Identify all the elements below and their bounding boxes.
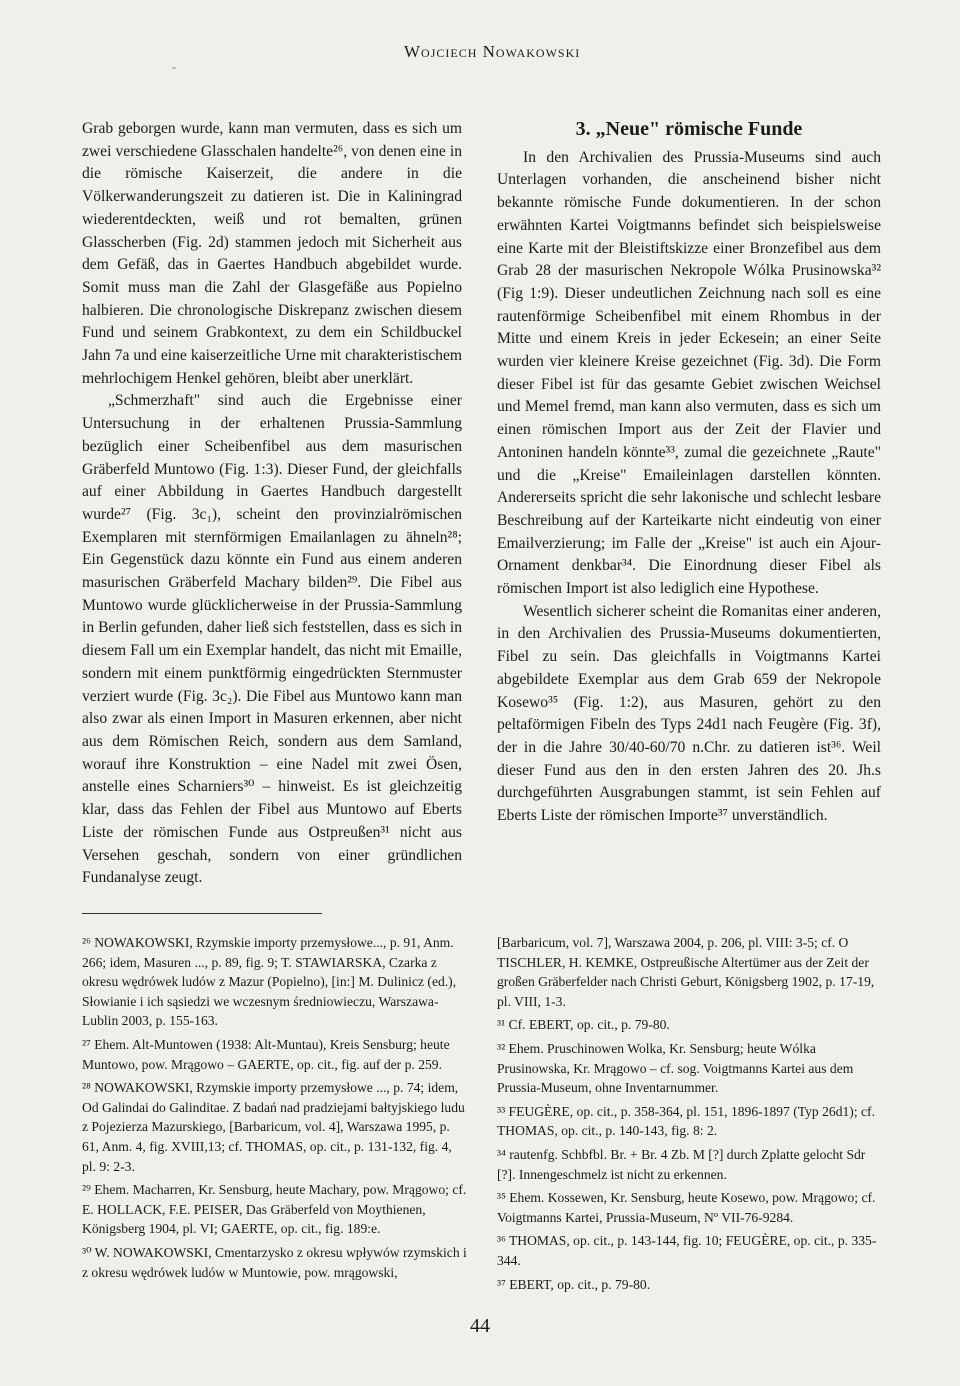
footnote-35: ³⁵ Ehem. Kossewen, Kr. Sensburg, heute Kosewo, pow. Mrągowo; cf. Voigtmanns Kartei, Prussia-Museum, Nº VII-76-9284.	[497, 1190, 876, 1225]
footnote-32: ³² Ehem. Pruschinowen Wolka, Kr. Sensburg; heute Wólka Prusinowska, Kr. Mrągowo – cf. sog. Voigtmanns Kartei aus dem Prussia-Museum, ohne Inventarnummer.	[497, 1040, 854, 1096]
footnote-31: ³¹ Cf. EBERT, op. cit., p. 79-80.	[497, 1017, 670, 1033]
right-column	[497, 118, 881, 828]
right-paragraph-1: In den Archivalien des Prussia-Museums sind auch Unterlagen vorhanden, die anscheinend bisher nicht bekannte römische Funde dokumentieren. In der schon erwähnten Kartei Voigtmanns befindet sich beispielsweise eine Karte mit der Bleistiftskizze einer Bronzefibel aus dem Grab 28 der masurischen Nekropole Wólka Prusinowska³² (Fig 1:9). Dieser undeutlichen Zeichnung nach soll es eine rautenförmige Scheibenfibel mit einem Rhombus in der Mitte und einem Kreis in jeder Eckesein; an einer Seite wurden vier kleinere Kreise gezeichnet (Fig. 3d). Die Form dieser Fibel ist für das gesamte Gebiet zwischen Weichsel und Memel fremd, man kann also vermuten, dass es sich um einen römischen Import aus der Zeit der Flavier und Antoninen handeln könnte³³, zumal die gezeichnete „Raute" und die „Kreise" Emaileinlagen darstellen könnten. Andererseits spricht die sehr lakonische und schlecht lesbare Beschreibung auf der Karteikarte nicht eindeutig von einer Emailverzierung; im Falle der „Kreise" ist auch ein Ajour-Ornament denkbar³⁴. Die Einordnung dieser Fibel als römischen Import ist also lediglich eine Hypothese.	[497, 148, 881, 598]
footnote-28: ²⁸ NOWAKOWSKI, Rzymskie importy przemysłowe ..., p. 74; idem, Od Galindai do Galinditae. Z badań nad pradziejami bałtyjskiego ludu z Pojezierza Mazurskiego, [Barbaricum, vol. 4], Warszawa 1995, p. 61, Anm. 4, fig. XVIII,13; cf. THOMAS, op. cit., p. 131-132, fig. 4, pl. 9: 2-3.	[82, 1080, 465, 1174]
footnote-rule	[82, 913, 322, 914]
page-number: 44	[470, 1315, 490, 1337]
running-head: Wojciech Nowakowski	[404, 42, 581, 61]
left-column	[82, 118, 462, 890]
footnote-37: ³⁷ EBERT, op. cit., p. 79-80.	[497, 1276, 651, 1292]
footnotes-right	[497, 933, 883, 1298]
footnote-30: ³⁰ W. NOWAKOWSKI, Cmentarzysko z okresu wpływów rzymskich i z okresu wędrówek ludów w Muntowie, pow. mrągowski,	[82, 1244, 467, 1280]
right-paragraph-2: Wesentlich sicherer scheint die Romanitas einer anderen, in den Archivalien des Prussia-Museums dokumentierten, Fibel zu sein. Das gleichfalls in Voigtmanns Kartei abgebildete Exemplar aus dem Grab 659 der Nekropole Kosewo³⁵ (Fig. 1:2), aus Masuren, gehört zu den peltaförmigen Fibeln des Typs 24d1 nach Feugère (Fig. 3f), der in die Jahre 30/40-60/70 n.Chr. zu datieren ist³⁶. Weil dieser Fund aus den in den ersten Jahren des 20. Jh.s durchgeführten Ausgrabungen stammt, ist sein Fehlen auf Eberts Liste der römischen Importe³⁷ unverständlich.	[497, 602, 881, 825]
stray-mark: -	[172, 60, 176, 74]
left-paragraph-1: Grab geborgen wurde, kann man vermuten, dass es sich um zwei verschiedene Glasschalen handelte²⁶, von denen eine in die römische Kaiserzeit, die andere in die Völkerwanderungszeit zu datieren ist. Die in Kaliningrad wiederentdeckten, weiß und rot bemalten, grünen Glasscherben (Fig. 2d) stammen jedoch mit Sicherheit aus dem Gefäß, das in Gaertes Handbuch abgebildet wurde. Somit muss man die Zahl der Glasgefäße aus Popielno halbieren. Die chronologische Diskrepanz zwischen diesem Fund und seinem Grabkontext, zu dem ein Schildbuckel Jahn 7a und eine kaiserzeitliche Urne mit charakteristischem mehrlochigem Henkel gehören, bleibt aber unerklärt.	[82, 120, 462, 387]
footnote-34: ³⁴ rautenfg. Schbfbl. Br. + Br. 4 Zb. M [?] durch Zplatte gelocht Sdr [?]. Innengeschmelz ist nicht zu erkennen.	[497, 1146, 866, 1182]
footnote-26: ²⁶ NOWAKOWSKI, Rzymskie importy przemysłowe..., p. 91, Anm. 266; idem, Masuren ..., p. 89, fig. 9; T. STAWIARSKA, Czarka z okresu wędrówek ludów z Mazur (Popielno), [in:] M. Dulinicz (ed.), Słowianie i ich sąsiedzi we wczesnym średniowieczu, Warszawa-Lublin 2003, p. 155-163.	[82, 935, 457, 1029]
left-paragraph-2: „Schmerzhaft" sind auch die Ergebnisse einer Untersuchung in der erhaltenen Prussia-Sammlung bezüglich einer Scheibenfibel aus dem masurischen Gräberfeld Muntowo (Fig. 1:3). Dieser Fund, der gleichfalls auf einer Abbildung in Gaertes Handbuch dargestellt wurde²⁷ (Fig. 3c₁), scheint den provinzialrömischen Exemplaren mit sternförmigen Emailanlagen zu ähneln²⁸; Ein Gegenstück dazu könnte ein Fund aus einem anderen masurischen Gräberfeld Machary bilden²⁹. Die Fibel aus Muntowo wurde glücklicherweise in der Prussia-Sammlung in Berlin gefunden, daher ließ sich feststellen, dass es sich in diesem Fall um ein Exemplar handelt, das nicht mit Emaille, sondern mit einem punktförmig eingedrückten Sternmuster verziert wurde (Fig. 3c₂). Die Fibel aus Muntowo kann man also zwar als einen Import in Masuren erkennen, aber nicht aus dem Römischen Reich, sondern aus dem Samland, worauf ihre Konstruktion – eine Nadel mit zwei Ösen, anstelle eines Scharniers³⁰ – hinweist. Es ist gleichzeitig klar, dass das Fehlen der Fibel aus Muntowo auf Eberts Liste der römischen Funde aus Ostpreußen³¹ nicht aus Versehen geschah, sondern von einer gründlichen Fundanalyse zeugt.	[82, 392, 462, 887]
footnote-36: ³⁶ THOMAS, op. cit., p. 143-144, fig. 10; FEUGÈRE, op. cit., p. 335-344.	[497, 1233, 877, 1268]
footnote-30-continued: [Barbaricum, vol. 7], Warszawa 2004, p. 206, pl. VIII: 3-5; cf. O TISCHLER, H. KEMKE, Ostpreußische Altertümer aus der Zeit der großen Gräberfelder nach Christi Geburt, Königsberg 1902, p. 17-19, pl. VIII, 1-3.	[497, 935, 875, 1009]
footnotes-left	[82, 933, 467, 1286]
section-heading: 3. „Neue" römische Funde	[575, 118, 803, 140]
footnote-27: ²⁷ Ehem. Alt-Muntowen (1938: Alt-Muntau), Kreis Sensburg; heute Muntowo, pow. Mrągowo – GAERTE, op. cit., fig. auf der p. 259.	[82, 1036, 450, 1072]
footnote-29: ²⁹ Ehem. Macharren, Kr. Sensburg, heute Machary, pow. Mrągowo; cf. E. HOLLACK, F.E. PEISER, Das Gräberfeld von Moythienen, Königsberg 1904, pl. VI; GAERTE, op. cit., fig. 189:e.	[82, 1182, 467, 1237]
footnote-33: ³³ FEUGÈRE, op. cit., p. 358-364, pl. 151, 1896-1897 (Typ 26d1); cf. THOMAS, op. cit., p. 140-143, fig. 8: 2.	[497, 1103, 875, 1139]
